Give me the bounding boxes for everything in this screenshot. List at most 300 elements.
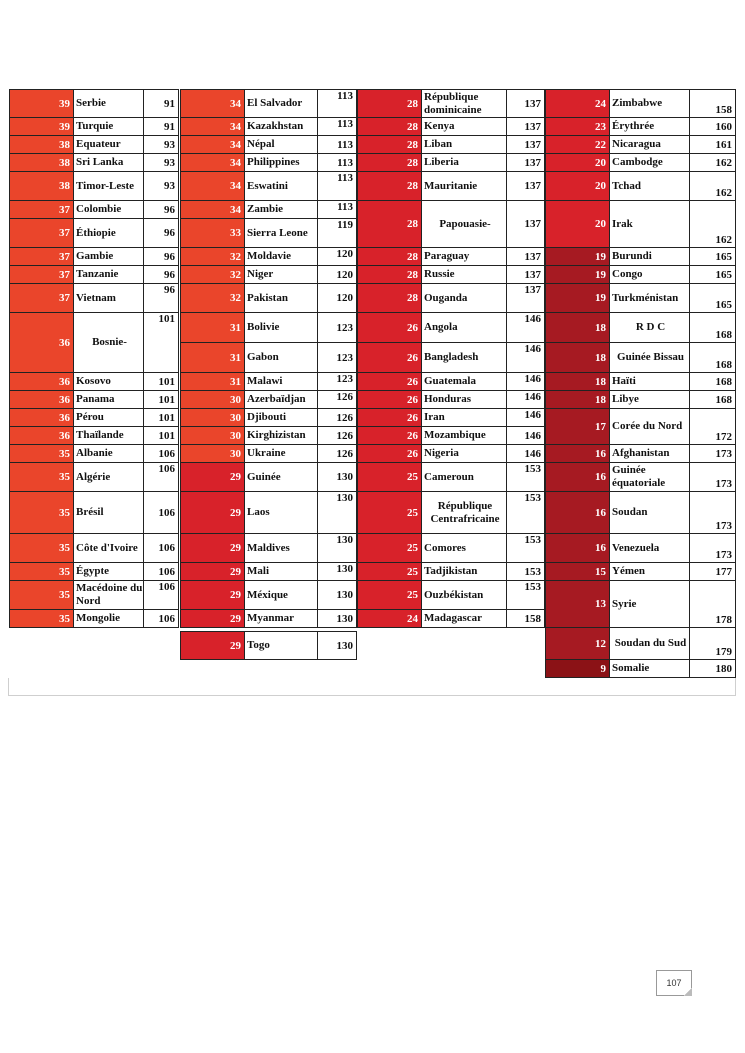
country-cell: Éthiopie: [74, 219, 144, 248]
table-row: [357, 266, 545, 284]
table-row: [180, 445, 357, 463]
table-row: [9, 201, 179, 219]
score-cell: 16: [545, 534, 610, 563]
rank-cell: 119: [318, 219, 357, 248]
rank-cell: 165: [690, 284, 736, 313]
table-row: [9, 154, 179, 172]
rank-cell: 93: [144, 154, 179, 172]
score-cell: 26: [357, 427, 422, 445]
score-cell: 34: [180, 172, 245, 201]
rank-cell: 179: [690, 628, 736, 660]
table-row: [545, 172, 736, 201]
country-cell: Ukraine: [245, 445, 318, 463]
rank-cell: 106: [144, 610, 179, 628]
rank-cell: 173: [690, 463, 736, 492]
country-cell: Yémen: [610, 563, 690, 581]
table-row: [545, 445, 736, 463]
country-cell: Nigeria: [422, 445, 507, 463]
rank-cell: 137: [507, 201, 545, 248]
score-cell: 32: [180, 266, 245, 284]
score-cell: 36: [9, 427, 74, 445]
country-cell: Congo: [610, 266, 690, 284]
score-cell: 30: [180, 409, 245, 427]
table-row: [545, 409, 736, 445]
country-cell: Philippines: [245, 154, 318, 172]
country-cell: El Salvador: [245, 89, 318, 118]
rank-cell: 165: [690, 266, 736, 284]
rank-cell: 137: [507, 136, 545, 154]
rank-cell: 168: [690, 313, 736, 343]
country-cell: Madagascar: [422, 610, 507, 628]
country-cell: Tadjikistan: [422, 563, 507, 581]
country-cell: Liban: [422, 136, 507, 154]
score-cell: 28: [357, 248, 422, 266]
score-cell: 35: [9, 463, 74, 492]
rank-cell: 130: [318, 492, 357, 534]
country-cell: Serbie: [74, 89, 144, 118]
table-row: [180, 409, 357, 427]
score-cell: 19: [545, 248, 610, 266]
score-cell: 29: [180, 492, 245, 534]
country-cell: Niger: [245, 266, 318, 284]
rank-cell: 113: [318, 118, 357, 136]
rank-cell: 178: [690, 581, 736, 628]
table-row: [357, 201, 545, 248]
table-row: [357, 284, 545, 313]
table-row: [9, 248, 179, 266]
country-cell: Kazakhstan: [245, 118, 318, 136]
score-cell: 20: [545, 201, 610, 248]
score-cell: 38: [9, 154, 74, 172]
country-cell: Zambie: [245, 201, 318, 219]
rank-cell: 137: [507, 172, 545, 201]
country-cell: Togo: [245, 631, 318, 660]
rank-cell: 113: [318, 89, 357, 118]
table-row: [180, 427, 357, 445]
country-cell: Zimbabwe: [610, 89, 690, 118]
rank-cell: 101: [144, 427, 179, 445]
table-row: [545, 136, 736, 154]
table-row: [357, 492, 545, 534]
score-cell: 18: [545, 391, 610, 409]
table-row: [357, 534, 545, 563]
table-row: [9, 427, 179, 445]
country-cell: Maldives: [245, 534, 318, 563]
score-cell: 26: [357, 445, 422, 463]
country-cell: Érythrée: [610, 118, 690, 136]
score-cell: 34: [180, 154, 245, 172]
table-row: [9, 118, 179, 136]
table-row: [180, 313, 357, 343]
rank-cell: 126: [318, 445, 357, 463]
score-cell: 19: [545, 266, 610, 284]
table-row: [180, 631, 357, 660]
country-cell: Macédoine du Nord: [74, 581, 144, 610]
table-row: [357, 343, 545, 373]
country-cell: Turkménistan: [610, 284, 690, 313]
table-row: [180, 581, 357, 610]
score-cell: 28: [357, 201, 422, 248]
country-cell: Tanzanie: [74, 266, 144, 284]
table-row: [180, 201, 357, 219]
table-row: [9, 313, 179, 373]
score-cell: 30: [180, 391, 245, 409]
table-row: [9, 534, 179, 563]
country-cell: Syrie: [610, 581, 690, 628]
score-cell: 28: [357, 172, 422, 201]
score-cell: 37: [9, 219, 74, 248]
score-cell: 35: [9, 610, 74, 628]
rank-cell: 93: [144, 172, 179, 201]
country-cell: Irak: [610, 201, 690, 248]
score-cell: 28: [357, 154, 422, 172]
country-cell: Timor-Leste: [74, 172, 144, 201]
table-row: [545, 313, 736, 343]
score-cell: 31: [180, 343, 245, 373]
score-cell: 22: [545, 136, 610, 154]
rank-cell: 96: [144, 219, 179, 248]
table-row: [180, 343, 357, 373]
score-cell: 16: [545, 492, 610, 534]
rank-cell: 153: [507, 563, 545, 581]
country-cell: Papouasie-: [422, 201, 507, 248]
country-cell: Panama: [74, 391, 144, 409]
rank-cell: 113: [318, 201, 357, 219]
score-cell: 26: [357, 391, 422, 409]
country-cell: Paraguay: [422, 248, 507, 266]
table-row: [9, 463, 179, 492]
rank-cell: 146: [507, 391, 545, 409]
country-cell: Sri Lanka: [74, 154, 144, 172]
rank-cell: 153: [507, 534, 545, 563]
country-cell: Ouzbékistan: [422, 581, 507, 610]
table-row: [9, 172, 179, 201]
rank-cell: 93: [144, 136, 179, 154]
country-cell: Bosnie-: [74, 313, 144, 373]
table-row: [545, 563, 736, 581]
country-cell: Ouganda: [422, 284, 507, 313]
score-cell: 28: [357, 118, 422, 136]
score-cell: 26: [357, 343, 422, 373]
score-cell: 37: [9, 284, 74, 313]
score-cell: 30: [180, 445, 245, 463]
score-cell: 36: [9, 373, 74, 391]
country-cell: Liberia: [422, 154, 507, 172]
table-row: [9, 445, 179, 463]
country-cell: Bolivie: [245, 313, 318, 343]
rank-cell: 161: [690, 136, 736, 154]
table-row: [180, 492, 357, 534]
rank-cell: 130: [318, 631, 357, 660]
country-cell: Soudan du Sud: [610, 628, 690, 660]
table-row: [357, 610, 545, 628]
country-cell: Honduras: [422, 391, 507, 409]
table-row: [545, 118, 736, 136]
country-cell: Pakistan: [245, 284, 318, 313]
rank-cell: 106: [144, 463, 179, 492]
table-row: [357, 118, 545, 136]
score-cell: 37: [9, 248, 74, 266]
table-row: [9, 581, 179, 610]
score-cell: 39: [9, 118, 74, 136]
score-cell: 33: [180, 219, 245, 248]
rank-cell: 146: [507, 373, 545, 391]
rank-cell: 137: [507, 118, 545, 136]
page-frame-line: [8, 678, 736, 696]
score-cell: 25: [357, 463, 422, 492]
score-cell: 38: [9, 136, 74, 154]
score-cell: 19: [545, 284, 610, 313]
rank-cell: 146: [507, 313, 545, 343]
country-cell: Somalie: [610, 660, 690, 678]
table-row: [180, 373, 357, 391]
score-cell: 36: [9, 313, 74, 373]
table-row: [180, 118, 357, 136]
table-row: [357, 172, 545, 201]
score-cell: 29: [180, 631, 245, 660]
score-cell: 36: [9, 409, 74, 427]
table-row: [545, 266, 736, 284]
country-cell: Soudan: [610, 492, 690, 534]
country-cell: Côte d'Ivoire: [74, 534, 144, 563]
country-cell: Tchad: [610, 172, 690, 201]
rank-cell: 173: [690, 492, 736, 534]
rank-cell: 91: [144, 118, 179, 136]
country-cell: République Centrafricaine: [422, 492, 507, 534]
country-cell: République dominicaine: [422, 89, 507, 118]
rank-cell: 106: [144, 534, 179, 563]
country-cell: Vietnam: [74, 284, 144, 313]
rank-cell: 137: [507, 89, 545, 118]
rank-cell: 137: [507, 284, 545, 313]
country-cell: Brésil: [74, 492, 144, 534]
table-row: [545, 660, 736, 678]
page-number: 107: [656, 970, 692, 996]
table-row: [357, 313, 545, 343]
country-cell: Cameroun: [422, 463, 507, 492]
country-cell: Guinée Bissau: [610, 343, 690, 373]
table-row: [180, 463, 357, 492]
country-cell: Thaïlande: [74, 427, 144, 445]
rank-cell: 130: [318, 581, 357, 610]
table-row: [180, 89, 357, 118]
country-cell: Afghanistan: [610, 445, 690, 463]
table-row: [357, 581, 545, 610]
table-row: [357, 409, 545, 427]
table-row: [180, 391, 357, 409]
country-cell: Albanie: [74, 445, 144, 463]
rank-cell: 160: [690, 118, 736, 136]
table-row: [545, 463, 736, 492]
country-cell: Pérou: [74, 409, 144, 427]
rank-cell: 168: [690, 391, 736, 409]
table-row: [9, 89, 179, 118]
rank-cell: 153: [507, 581, 545, 610]
country-cell: Myanmar: [245, 610, 318, 628]
rank-cell: 162: [690, 154, 736, 172]
score-cell: 31: [180, 313, 245, 343]
rank-cell: 96: [144, 248, 179, 266]
rank-cell: 101: [144, 313, 179, 373]
rank-cell: 168: [690, 373, 736, 391]
rank-cell: 165: [690, 248, 736, 266]
score-cell: 26: [357, 313, 422, 343]
country-cell: Guinée: [245, 463, 318, 492]
score-cell: 24: [545, 89, 610, 118]
table-row: [180, 154, 357, 172]
country-cell: Haïti: [610, 373, 690, 391]
rank-cell: 120: [318, 248, 357, 266]
country-cell: Azerbaïdjan: [245, 391, 318, 409]
score-cell: 17: [545, 409, 610, 445]
score-cell: 29: [180, 563, 245, 581]
rank-cell: 106: [144, 581, 179, 610]
score-cell: 29: [180, 610, 245, 628]
rank-cell: 96: [144, 201, 179, 219]
country-cell: Mozambique: [422, 427, 507, 445]
rank-cell: 106: [144, 563, 179, 581]
table-row: [545, 581, 736, 628]
table-row: [180, 610, 357, 628]
rank-cell: 168: [690, 343, 736, 373]
table-row: [545, 343, 736, 373]
country-cell: Laos: [245, 492, 318, 534]
table-row: [180, 534, 357, 563]
rank-cell: 126: [318, 427, 357, 445]
table-row: [545, 391, 736, 409]
country-cell: Eswatini: [245, 172, 318, 201]
rank-cell: 146: [507, 343, 545, 373]
rank-cell: 113: [318, 154, 357, 172]
table-row: [545, 492, 736, 534]
country-cell: Djibouti: [245, 409, 318, 427]
rank-cell: 130: [318, 534, 357, 563]
score-cell: 18: [545, 343, 610, 373]
rank-cell: 137: [507, 266, 545, 284]
score-cell: 25: [357, 492, 422, 534]
rank-cell: 123: [318, 313, 357, 343]
score-cell: 31: [180, 373, 245, 391]
rank-cell: 158: [507, 610, 545, 628]
rank-cell: 120: [318, 284, 357, 313]
country-cell: Angola: [422, 313, 507, 343]
table-row: [180, 266, 357, 284]
score-cell: 25: [357, 581, 422, 610]
score-cell: 32: [180, 248, 245, 266]
country-cell: Méxique: [245, 581, 318, 610]
table-row: [357, 445, 545, 463]
table-row: [9, 409, 179, 427]
country-cell: Guinée équatoriale: [610, 463, 690, 492]
table-row: [9, 373, 179, 391]
table-row: [357, 427, 545, 445]
country-cell: Colombie: [74, 201, 144, 219]
score-cell: 23: [545, 118, 610, 136]
table-row: [9, 266, 179, 284]
rank-cell: 101: [144, 391, 179, 409]
table-row: [9, 219, 179, 248]
score-cell: 16: [545, 463, 610, 492]
score-cell: 13: [545, 581, 610, 628]
table-row: [357, 89, 545, 118]
table-row: [545, 284, 736, 313]
rank-cell: 123: [318, 373, 357, 391]
score-cell: 12: [545, 628, 610, 660]
score-cell: 35: [9, 563, 74, 581]
country-cell: Sierra Leone: [245, 219, 318, 248]
score-cell: 39: [9, 89, 74, 118]
table-row: [9, 284, 179, 313]
table-row: [357, 373, 545, 391]
rank-cell: 162: [690, 201, 736, 248]
rank-cell: 173: [690, 534, 736, 563]
table-row: [545, 373, 736, 391]
score-cell: 35: [9, 445, 74, 463]
score-cell: 38: [9, 172, 74, 201]
score-cell: 29: [180, 581, 245, 610]
rank-cell: 130: [318, 563, 357, 581]
table-row: [545, 201, 736, 248]
country-cell: Moldavie: [245, 248, 318, 266]
country-cell: Kirghizistan: [245, 427, 318, 445]
table-row: [180, 219, 357, 248]
table-row: [180, 563, 357, 581]
country-cell: Iran: [422, 409, 507, 427]
score-cell: 30: [180, 427, 245, 445]
score-cell: 18: [545, 373, 610, 391]
score-cell: 24: [357, 610, 422, 628]
score-cell: 37: [9, 201, 74, 219]
rank-cell: 180: [690, 660, 736, 678]
rank-cell: 113: [318, 172, 357, 201]
country-cell: Bangladesh: [422, 343, 507, 373]
country-cell: Guatemala: [422, 373, 507, 391]
score-cell: 26: [357, 373, 422, 391]
table-row: [357, 563, 545, 581]
country-cell: Turquie: [74, 118, 144, 136]
rank-cell: 162: [690, 172, 736, 201]
rank-cell: 106: [144, 445, 179, 463]
table-row: [357, 248, 545, 266]
score-cell: 36: [9, 391, 74, 409]
rank-cell: 123: [318, 343, 357, 373]
rank-cell: 146: [507, 427, 545, 445]
score-cell: 35: [9, 581, 74, 610]
country-cell: Gambie: [74, 248, 144, 266]
country-cell: Gabon: [245, 343, 318, 373]
score-cell: 20: [545, 154, 610, 172]
country-cell: Nicaragua: [610, 136, 690, 154]
score-cell: 9: [545, 660, 610, 678]
score-cell: 34: [180, 201, 245, 219]
country-cell: Algérie: [74, 463, 144, 492]
table-row: [180, 284, 357, 313]
country-cell: Equateur: [74, 136, 144, 154]
rank-cell: 91: [144, 89, 179, 118]
country-cell: Mongolie: [74, 610, 144, 628]
rank-cell: 173: [690, 445, 736, 463]
table-row: [180, 172, 357, 201]
rank-cell: 101: [144, 409, 179, 427]
rank-cell: 126: [318, 391, 357, 409]
table-row: [357, 154, 545, 172]
rank-cell: 96: [144, 266, 179, 284]
score-cell: 28: [357, 284, 422, 313]
country-cell: Mali: [245, 563, 318, 581]
score-cell: 29: [180, 534, 245, 563]
rank-cell: 158: [690, 89, 736, 118]
country-cell: Libye: [610, 391, 690, 409]
